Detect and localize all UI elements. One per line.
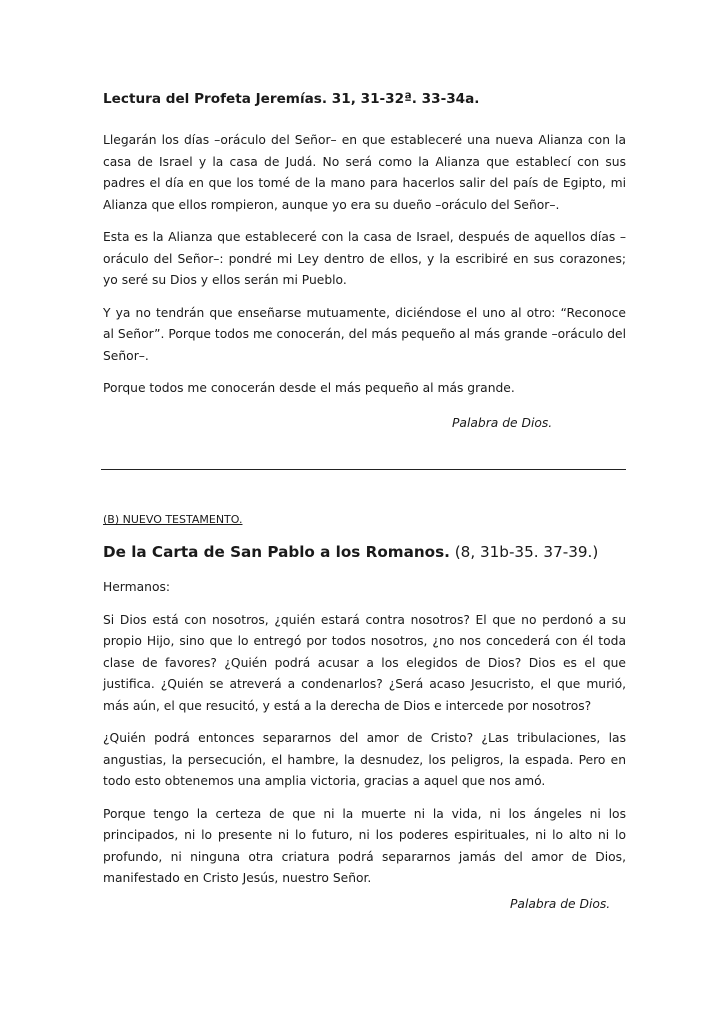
reading1-body [103,130,626,400]
reading1-closing: Palabra de Dios. [452,416,553,430]
reading2-label-block [103,513,626,526]
reading2-body [103,577,626,890]
reading2-title-reference: (8, 31b-35. 37-39.) [449,543,599,561]
reading1-paragraph-1: Llegarán los días –oráculo del Señor– en que estableceré una nueva Alianza con la casa de Israel y la casa de Judá. No será como la Alianza que establecí con sus padres el día en que los tomé de la mano para hacerlos salir del país de Egipto, mi Alianza que ellos rompieron, aunque yo era su dueño –oráculo del Señor–. [103,133,626,212]
reading2-paragraph-3: Porque tengo la certeza de que ni la muerte ni la vida, ni los ángeles ni los principados, ni lo presente ni lo futuro, ni los poderes espirituales, ni lo alto ni lo profundo, ni ninguna otra criatura podrá separarnos jamás del amor de Dios, manifestado en Cristo Jesús, nuestro Señor. [103,806,626,885]
section-label: (B) NUEVO TESTAMENTO. [103,513,243,526]
reading1-paragraph-3: Y ya no tendrán que enseñarse mutuamente, diciéndose el uno al otro: “Reconoce al Señor”. Porque todos me conocerán, del más pequeño al más grande –oráculo del Señor–. [103,305,626,363]
reading1-paragraph-2: Esta es la Alianza que estableceré con la casa de Israel, después de aquellos días –oráculo del Señor–: pondré mi Ley dentro de ellos, y la escribiré en sus corazones; yo seré su Dios y ellos serán mi Pueblo. [103,230,626,287]
reading2-title-bold: De la Carta de San Pablo a los Romanos. [103,543,450,561]
reading2-greeting: Hermanos: [103,580,171,594]
reading2-closing: Palabra de Dios. [510,897,611,911]
reading1-title: Lectura del Profeta Jeremías. 31, 31-32ª. 33-34a. [103,91,480,107]
reading2-paragraph-1: Si Dios está con nosotros, ¿quién estará contra nosotros? El que no perdonó a su propio Hijo, sino que lo entregó por todos nosotros, ¿no nos concederá con él toda clase de favores? ¿Quién podrá acusar a los elegidos de Dios? Dios es el que justifica. ¿Quién se atreverá a condenarlos? ¿Será acaso Jesucristo, el que murió, más aún, el que resucitó, y está a la derecha de Dios e intercede por nosotros? [103,612,626,713]
reading2-paragraph-2: ¿Quién podrá entonces separarnos del amor de Cristo? ¿Las tribulaciones, las angustias, la persecución, el hambre, la desnudez, los peligros, la espada. Pero en todo esto obtenemos una amplia victoria, gracias a aquel que nos amó. [103,731,626,788]
reading1-paragraph-4: Porque todos me conocerán desde el más pequeño al más grande. [103,381,515,395]
reading2-title-block [103,541,626,563]
reading1-title-block [103,89,626,109]
section-divider [101,469,626,470]
reading2-title [103,541,626,563]
